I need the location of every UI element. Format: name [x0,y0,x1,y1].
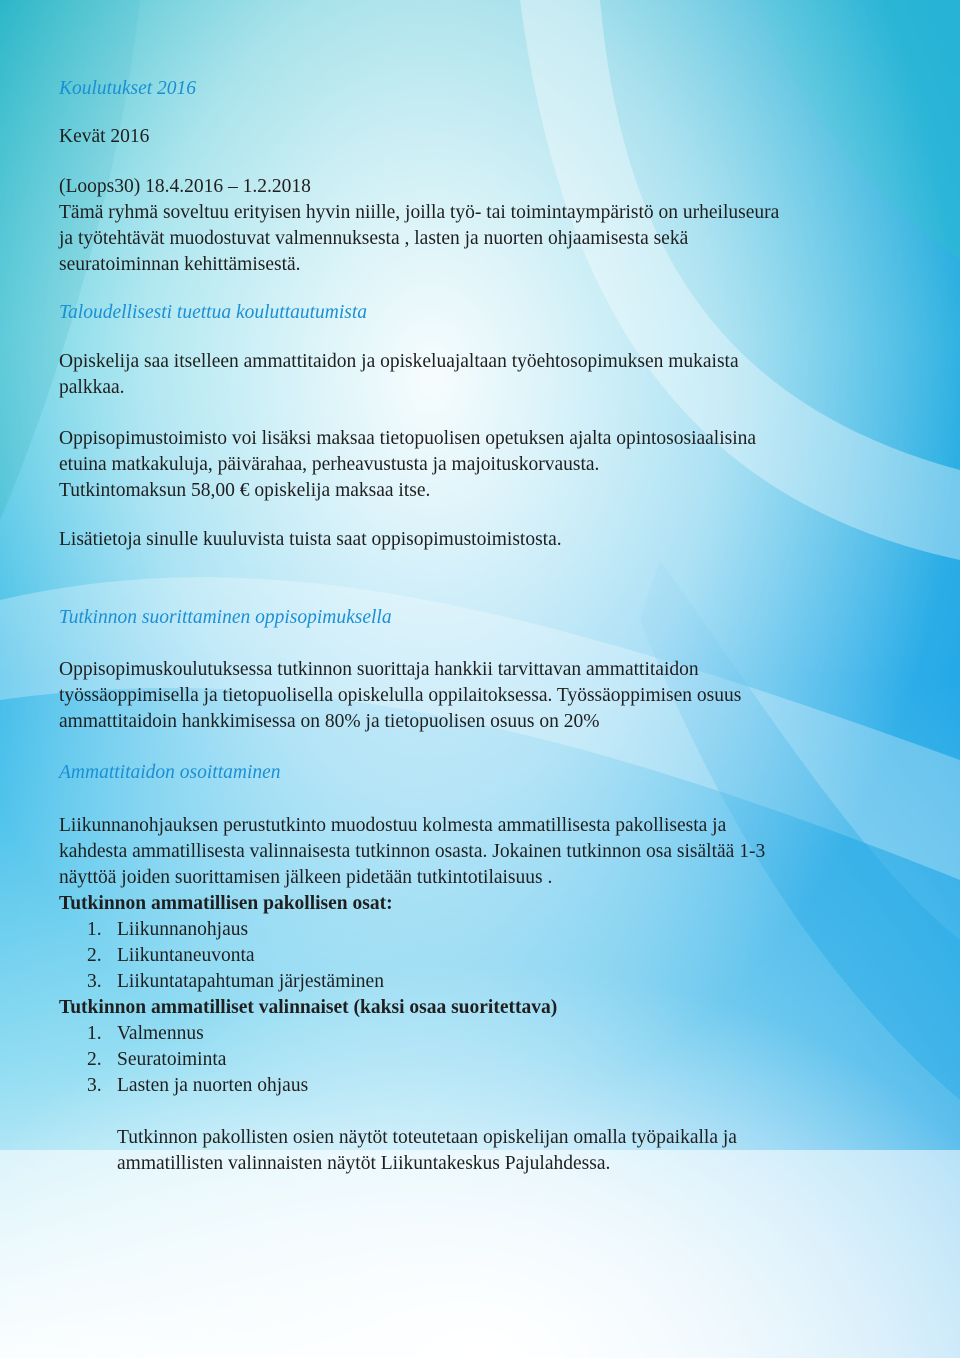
list-number: 3. [87,1075,102,1096]
funding-paragraph-line: Opiskelija saa itselleen ammattitaidon ja opiskeluajaltaan työehtosopimuksen mukaista [59,351,739,372]
demonstration-paragraph-line: kahdesta ammatillisesta valinnaisesta tutkinnon osasta. Jokainen tutkinnon osa sisältää 1-3 [59,841,766,862]
funding-paragraph-line: etuina matkakuluja, päivärahaa, perheavustusta ja majoituskorvausta. [59,454,600,475]
list-item: Liikuntatapahtuman järjestäminen [117,971,384,992]
list-item: Seuratoiminta [117,1049,227,1070]
closing-paragraph-line: Tutkinnon pakollisten osien näytöt toteutetaan opiskelijan omalla työpaikalla ja [117,1127,737,1148]
completion-paragraph-line: ammattitaidoin hankkimisessa on 80% ja tietopuolisen osuus on 20% [59,711,600,732]
list-number: 3. [87,971,102,992]
list-item: Valmennus [117,1023,204,1044]
funding-paragraph-line: Oppisopimustoimisto voi lisäksi maksaa tietopuolisen opetuksen ajalta opintososiaalisina [59,428,757,449]
funding-heading: Taloudellisesti tuettua kouluttautumista [59,302,368,323]
list-item: Liikunnanohjaus [117,919,249,940]
list-item: Lasten ja nuorten ohjaus [117,1075,309,1096]
group-dates: (Loops30) 18.4.2016 – 1.2.2018 [59,176,311,197]
funding-paragraph-line: palkkaa. [59,377,125,398]
list-item: Liikuntaneuvonta [117,945,255,966]
list-number: 2. [87,945,102,966]
demonstration-heading: Ammattitaidon osoittaminen [59,762,281,783]
demonstration-paragraph-line: näyttöä joiden suorittamisen jälkeen pidetään tutkintotilaisuus . [59,867,553,888]
group-description-line: ja työtehtävät muodostuvat valmennuksesta , lasten ja nuorten ohjaamisesta sekä [59,228,689,249]
list-number: 1. [87,1023,102,1044]
mandatory-parts-heading: Tutkinnon ammatillisen pakollisen osat: [59,893,393,914]
page-title: Koulutukset 2016 [59,78,197,99]
completion-paragraph-line: työssäoppimisella ja tietopuolisella opiskelulla oppilaitoksessa. Työssäoppimisen osuus [59,685,742,706]
term-label: Kevät 2016 [59,126,150,147]
completion-paragraph-line: Oppisopimuskoulutuksessa tutkinnon suorittaja hankkii tarvittavan ammattitaidon [59,659,699,680]
list-number: 1. [87,919,102,940]
closing-paragraph-line: ammatillisten valinnaisten näytöt Liikuntakeskus Pajulahdessa. [117,1153,611,1174]
list-number: 2. [87,1049,102,1070]
completion-heading: Tutkinnon suorittaminen oppisopimuksella [59,607,392,628]
group-description-line: Tämä ryhmä soveltuu erityisen hyvin niille, joilla työ- tai toimintaympäristö on urheiluseura [59,202,780,223]
group-description-line: seuratoiminnan kehittämisestä. [59,254,301,275]
funding-paragraph-line: Tutkintomaksun 58,00 € opiskelija maksaa itse. [59,480,431,501]
optional-parts-heading: Tutkinnon ammatilliset valinnaiset (kaksi osaa suoritettava) [59,997,558,1018]
funding-info-line: Lisätietoja sinulle kuuluvista tuista saat oppisopimustoimistosta. [59,529,562,550]
demonstration-paragraph-line: Liikunnanohjauksen perustutkinto muodostuu kolmesta ammatillisesta pakollisesta ja [59,815,727,836]
